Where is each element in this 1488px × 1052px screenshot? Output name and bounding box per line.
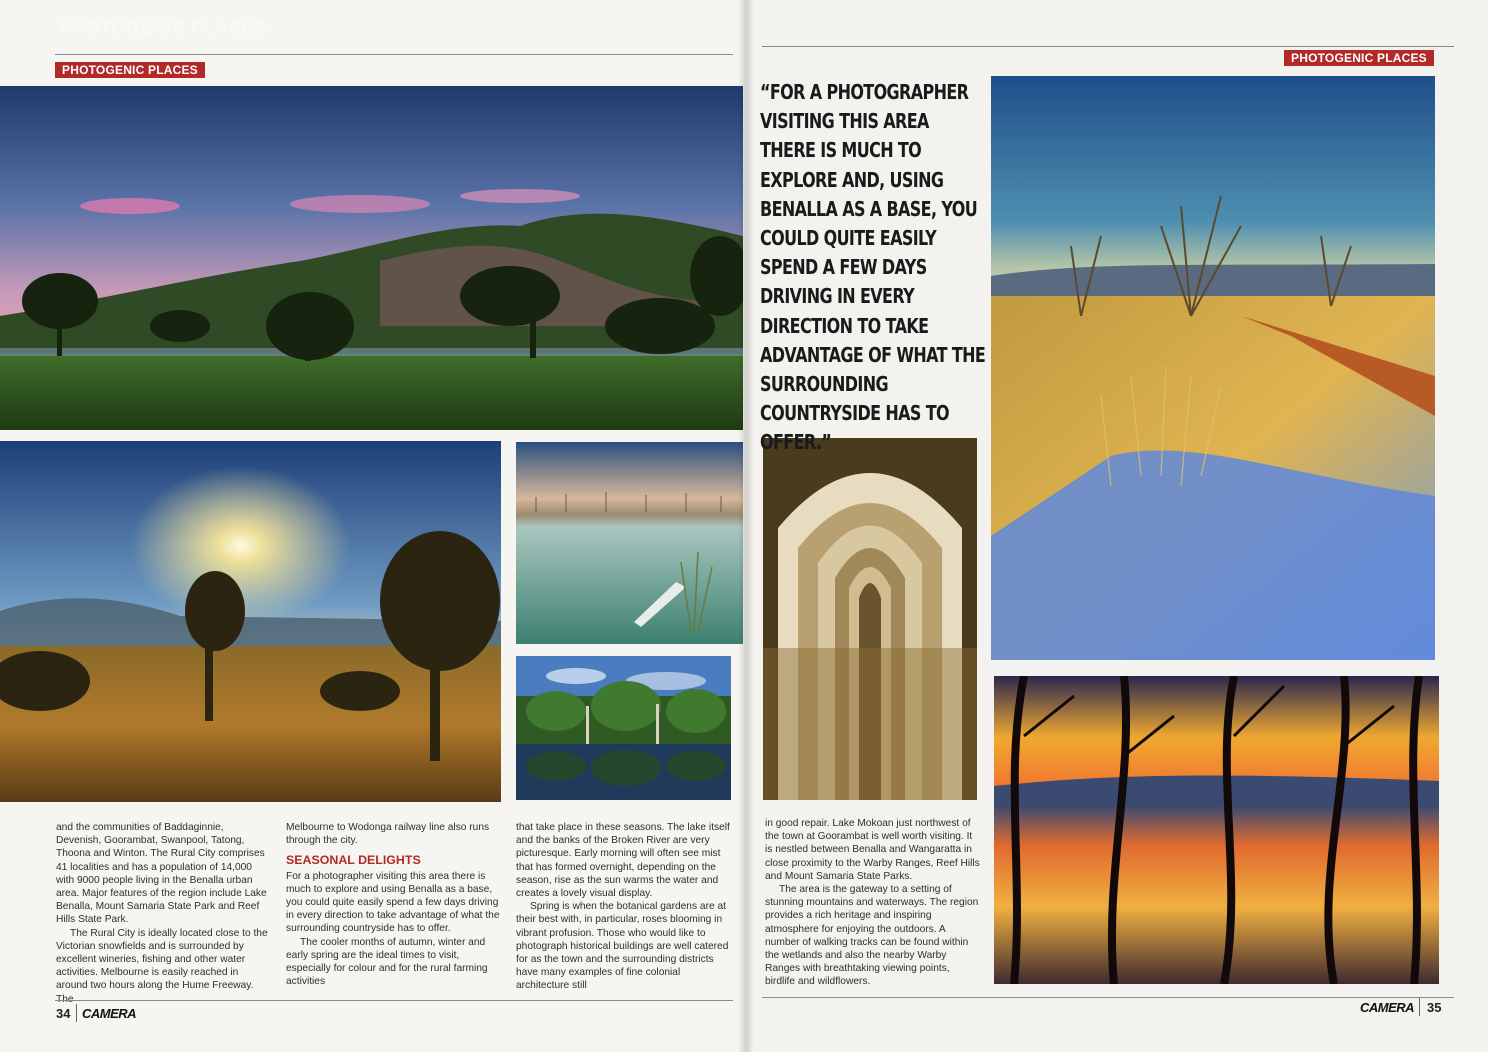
footer-rule-right — [762, 997, 1454, 998]
paragraph: For a photographer visiting this area there is much to explore and using Benalla as a base, you could quite easily spend a few days driving in every direction to take advantage of what the surrounding countryside has to offer. — [286, 870, 500, 935]
hills-sunrise-photo — [0, 86, 743, 430]
misty-lake-photo — [516, 442, 743, 644]
river-trees-photo — [516, 656, 731, 800]
page-number-left: 34 — [56, 1006, 71, 1021]
header-rule-left — [55, 54, 733, 55]
subheading: SEASONAL DELIGHTS — [286, 853, 421, 868]
pull-quote: “FOR A PHOTOGRAPHER VISITING THIS AREA THERE IS MUCH TO EXPLORE AND, USING BENALLA AS A BASE, YOU COULD QUITE EASILY SPEND A FEW DAYS DRIVING IN EVERY DIRECTION TO TAKE ADVANTAGE OF WHAT THE SURROUNDING COUNTRYSIDE HAS TO OFFER.” — [760, 80, 986, 455]
sunset-silhouette-photo — [994, 676, 1439, 984]
paragraph: Spring is when the botanical gardens are at their best with, in particular, roses blooming in vibrant profusion. Those who would like to photograph historical buildings are well catered for as the town and the surrounding districts have many examples of fine colonial architecture still — [516, 901, 729, 992]
spine-gutter — [738, 0, 754, 1052]
footer-rule-left — [55, 1000, 733, 1001]
paragraph: in good repair. Lake Mokoan just northwest of the town at Goorambat is well worth visiting. It is nestled between Benalla and Wangaratta in close proximity to the Warby Ranges, Reef Hills and Mount Samaria State Parks. — [765, 818, 980, 882]
paragraph: that take place in these seasons. The lake itself and the banks of the Broken River are very picturesque. Early morning will often see mist that has formed overnight, depending on the season, rise as the sun warms the water and creates a lovely visual display. — [516, 822, 730, 900]
paragraph: The cooler months of autumn, winter and early spring are the ideal times to visit, especially for colour and for the rural farming activities — [286, 936, 488, 988]
section-tag-left: PHOTOGENIC PLACES — [55, 62, 205, 78]
paragraph: The area is the gateway to a setting of stunning mountains and waterways. The region provides a rich heritage and inspiring atmosphere for enjoying the outdoors. A number of walking tracks can be found within the wetlands and also the nearby Warby Ranges with breathtaking viewing points, birdlife and wildflowers. — [765, 884, 979, 988]
paragraph: Melbourne to Wodonga railway line also runs through the city. — [286, 822, 490, 847]
paragraph: The Rural City is ideally located close to the Victorian snowfields and is surrounded by excellent wineries, fishing and other water activities. Melbourne is easily reached in around two hours along the Hume Freeway. — [56, 927, 268, 992]
footer-divider — [1419, 998, 1420, 1016]
frost-grass-photo — [991, 76, 1435, 660]
article-column-1 — [56, 821, 270, 1006]
article-column-4 — [765, 817, 981, 989]
article-column-2 — [286, 821, 502, 988]
footer-divider — [76, 1004, 77, 1022]
sunburst-tree-photo — [0, 441, 501, 802]
header-rule-right — [762, 46, 1454, 47]
magazine-logo-right: CAMERA — [1360, 1000, 1415, 1015]
paragraph: and the communities of Baddaginnie, Devenish, Goorambat, Swanpool, Tatong, Thoona and Winton. The Rural City comprises 41 localities and has a population of 14,000 with 9000 people living in the Benalla urban area. Major features of the region include Lake Benalla, Mount Samaria State Park and Reef Hills State Park. — [56, 822, 267, 926]
article-column-3 — [516, 821, 736, 993]
page-number-right: 35 — [1427, 1000, 1442, 1015]
section-tag-right: PHOTOGENIC PLACES — [1284, 50, 1434, 66]
bridge-arches-photo — [763, 438, 977, 800]
magazine-logo-left: CAMERA — [82, 1006, 137, 1021]
ghost-title: PHOTOGENIC PLACES — [60, 18, 268, 38]
